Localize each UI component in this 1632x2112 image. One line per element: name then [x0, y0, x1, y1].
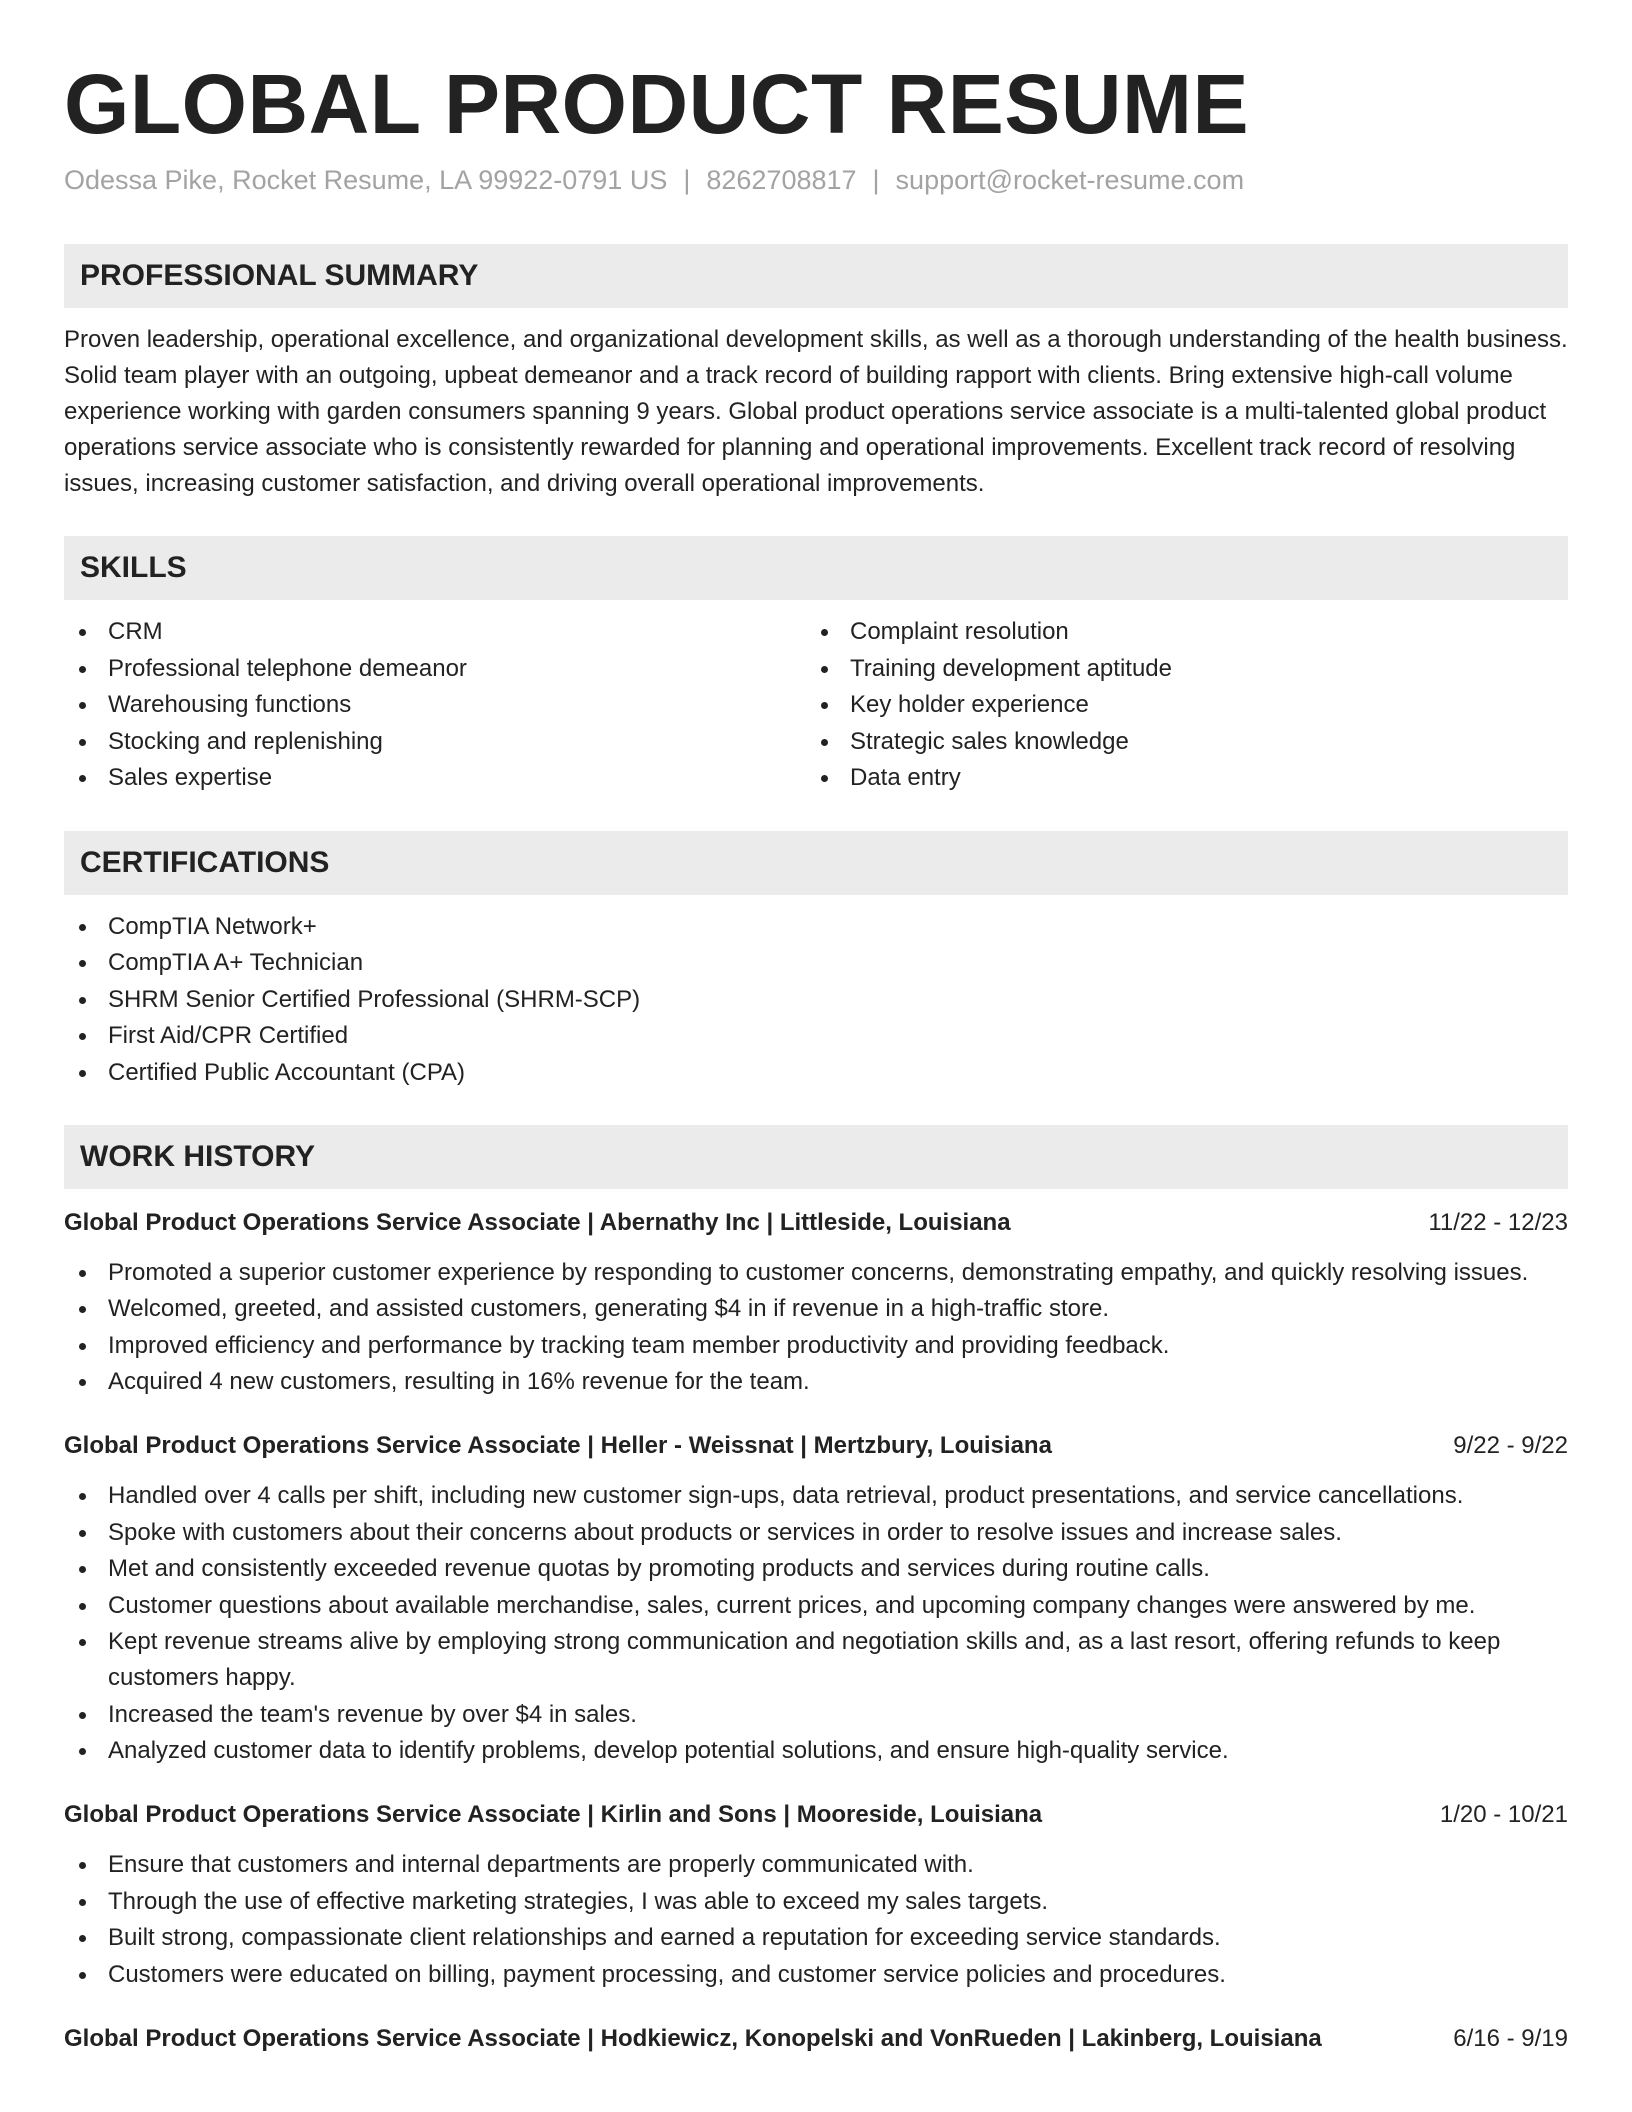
job-title: Global Product Operations Service Associate | Hodkiewicz, Konopelski and VonRueden | Lakinberg, Louisiana [64, 2024, 1322, 2052]
job-header [64, 2021, 1568, 2057]
job-dates: 11/22 - 12/23 [1428, 1208, 1568, 1236]
certification-item: CompTIA Network+ [64, 909, 1568, 945]
job-bullet: Improved efficiency and performance by tracking team member productivity and providing feedback. [64, 1328, 1568, 1364]
job-bullet: Ensure that customers and internal departments are properly communicated with. [64, 1847, 1568, 1883]
certification-item: First Aid/CPR Certified [64, 1018, 1568, 1054]
resume-title: GLOBAL PRODUCT RESUME [64, 57, 1249, 151]
resume-page [64, 56, 1568, 2057]
skill-item: Complaint resolution [806, 614, 1548, 650]
job-dates: 1/20 - 10/21 [1439, 1801, 1568, 1828]
section-heading-summary: PROFESSIONAL SUMMARY [64, 244, 1568, 308]
job-bullet: Analyzed customer data to identify problems, develop potential solutions, and ensure high-quality service. [64, 1733, 1568, 1769]
job-dates: 9/22 - 9/22 [1453, 1432, 1568, 1459]
skill-item: Data entry [806, 760, 1548, 796]
section-heading-certifications: CERTIFICATIONS [64, 831, 1568, 895]
section-heading-skills: SKILLS [64, 536, 1568, 600]
job-bullet: Met and consistently exceeded revenue quotas by promoting products and services during routine calls. [64, 1551, 1568, 1587]
job-entry [64, 1797, 1568, 1993]
job-entry [64, 2021, 1568, 2057]
skill-item: Stocking and replenishing [64, 724, 806, 760]
skills-list-left [64, 614, 806, 797]
skill-item: Warehousing functions [64, 687, 806, 723]
certification-item: Certified Public Accountant (CPA) [64, 1055, 1568, 1091]
contact-address: Odessa Pike, Rocket Resume, LA 99922-0791 US [64, 165, 668, 195]
section-heading-work-history: WORK HISTORY [64, 1125, 1568, 1189]
contact-separator: | [872, 165, 880, 195]
job-title: Global Product Operations Service Associate | Kirlin and Sons | Mooreside, Louisiana [64, 1801, 1043, 1828]
job-bullet: Increased the team's revenue by over $4 in sales. [64, 1697, 1568, 1733]
job-bullets [64, 1255, 1568, 1401]
job-bullet: Acquired 4 new customers, resulting in 16% revenue for the team. [64, 1364, 1568, 1400]
certifications-list [64, 909, 1568, 1091]
skill-item: Key holder experience [806, 687, 1548, 723]
contact-phone[interactable]: 8262708817 [706, 165, 857, 195]
job-bullet: Built strong, compassionate client relationships and earned a reputation for exceeding service standards. [64, 1920, 1568, 1956]
skills-list-right [806, 614, 1548, 797]
job-entry [64, 1205, 1568, 1401]
job-bullet: Customers were educated on billing, payment processing, and customer service policies and procedures. [64, 1957, 1568, 1993]
skills-grid [64, 600, 1568, 797]
job-bullet: Spoke with customers about their concerns about products or services in order to resolve issues and increase sales. [64, 1515, 1568, 1551]
job-bullet: Through the use of effective marketing strategies, I was able to exceed my sales targets. [64, 1884, 1568, 1920]
job-bullet: Welcomed, greeted, and assisted customers, generating $4 in if revenue in a high-traffic store. [64, 1291, 1568, 1327]
job-header [64, 1205, 1568, 1241]
job-header [64, 1428, 1568, 1464]
skill-item: CRM [64, 614, 806, 650]
skill-item: Strategic sales knowledge [806, 724, 1548, 760]
job-bullets [64, 1847, 1568, 1993]
summary-text: Proven leadership, operational excellence, and organizational development skills, as well as a thorough understanding of the health business. Solid team player with an outgoing, upbeat demeanor and a track record of building rapport with clients. Bring extensive high-call volume experience working with garden consumers spanning 9 years. Global product operations service associate is a multi-talented global product operations service associate who is consistently rewarded for planning and operational improvements. Excellent track record of resolving issues, increasing customer satisfaction, and driving overall operational improvements. [64, 326, 1568, 497]
job-bullets [64, 1478, 1568, 1769]
contact-email[interactable]: support@rocket-resume.com [895, 165, 1245, 195]
job-bullet: Handled over 4 calls per shift, including new customer sign-ups, data retrieval, product presentations, and service cancellations. [64, 1478, 1568, 1514]
certification-item: SHRM Senior Certified Professional (SHRM-SCP) [64, 982, 1568, 1018]
job-dates: 6/16 - 9/19 [1453, 2024, 1568, 2052]
job-header [64, 1797, 1568, 1833]
contact-line [64, 162, 1568, 198]
job-title: Global Product Operations Service Associate | Heller - Weissnat | Mertzbury, Louisiana [64, 1432, 1052, 1459]
skill-item: Sales expertise [64, 760, 806, 796]
job-bullet: Promoted a superior customer experience by responding to customer concerns, demonstrating empathy, and quickly resolving issues. [64, 1255, 1568, 1291]
contact-separator: | [683, 165, 691, 195]
job-entry [64, 1428, 1568, 1769]
skill-item: Training development aptitude [806, 651, 1548, 687]
job-bullet: Kept revenue streams alive by employing strong communication and negotiation skills and, as a last resort, offering refunds to keep customers happy. [64, 1624, 1568, 1696]
job-title: Global Product Operations Service Associate | Abernathy Inc | Littleside, Louisiana [64, 1208, 1011, 1236]
job-bullet: Customer questions about available merchandise, sales, current prices, and upcoming company changes were answered by me. [64, 1588, 1568, 1624]
skill-item: Professional telephone demeanor [64, 651, 806, 687]
certification-item: CompTIA A+ Technician [64, 945, 1568, 981]
